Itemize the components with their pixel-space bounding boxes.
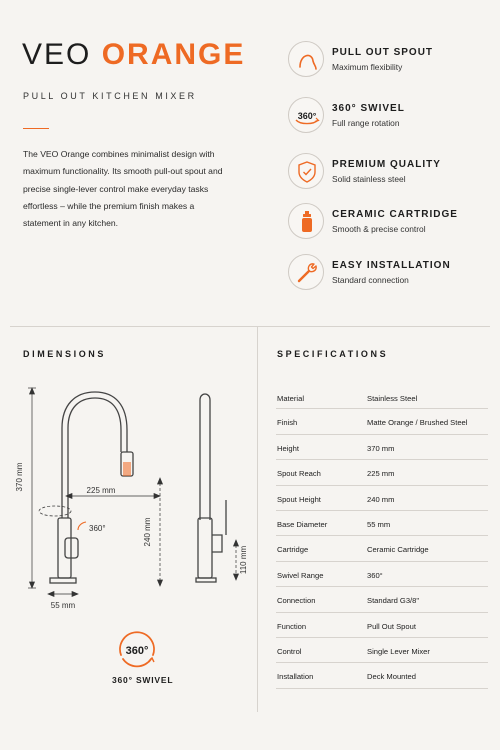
- table-row: [276, 613, 488, 638]
- spec-key: Installation: [277, 672, 314, 682]
- feature-subtitle: Maximum flexibility: [332, 62, 403, 72]
- swivel-icon-text: 360°: [297, 111, 317, 121]
- dimensions-heading: DIMENSIONS: [23, 349, 107, 359]
- table-row: [276, 409, 488, 434]
- product-subtitle: PULL OUT KITCHEN MIXER: [23, 91, 197, 101]
- spec-key: Finish: [277, 418, 298, 428]
- feature-subtitle: Full range rotation: [332, 118, 400, 128]
- table-row: [276, 384, 488, 409]
- spec-key: Swivel Range: [277, 570, 324, 580]
- section-divider: [10, 326, 490, 327]
- table-row: [276, 536, 488, 561]
- spec-key: Cartridge: [277, 545, 309, 555]
- spec-key: Spout Height: [277, 494, 321, 504]
- title-main: VEO: [22, 38, 92, 71]
- spec-value: Single Lever Mixer: [367, 646, 430, 656]
- table-row: [276, 511, 488, 536]
- spec-key: Base Diameter: [277, 519, 328, 529]
- reach-dimension-label: 225 mm: [86, 486, 116, 495]
- spec-value: Deck Mounted: [367, 672, 416, 682]
- faucet-side-view: [196, 394, 226, 582]
- product-title: [22, 40, 245, 70]
- specifications-heading: SPECIFICATIONS: [277, 349, 389, 359]
- spec-key: Spout Reach: [277, 469, 321, 479]
- table-row: [276, 562, 488, 587]
- swivel-360-icon: [288, 97, 324, 133]
- feature-premium-quality: [288, 153, 488, 193]
- spec-value: 360°: [367, 570, 383, 580]
- spec-key: Control: [277, 646, 302, 656]
- cartridge-icon: [288, 203, 324, 239]
- spec-value: Pull Out Spout: [367, 621, 416, 631]
- spec-value: Stainless Steel: [367, 394, 418, 403]
- spec-value: 55 mm: [367, 519, 391, 529]
- spec-key: Material: [277, 394, 305, 403]
- feature-360-swivel: [288, 97, 488, 137]
- accent-rule: [23, 128, 49, 129]
- height-dimension-label: 370 mm: [15, 462, 24, 492]
- swivel-angle-label: 360°: [89, 524, 106, 533]
- swivel-360-badge-icon: [113, 627, 161, 675]
- table-row: [276, 435, 488, 460]
- feature-subtitle: Solid stainless steel: [332, 174, 406, 184]
- spec-value: 370 mm: [367, 443, 395, 453]
- product-description: The VEO Orange combines minimalist design with maximum functionality. Its smooth pull-out spout and precise single-lever control make everyday tasks effortless – while the premium finish makes a statement in any kitchen.: [23, 149, 223, 229]
- spec-value: Standard G3/8": [367, 596, 420, 606]
- spec-value: Ceramic Cartridge: [367, 545, 429, 555]
- base-dimension-label: 55 mm: [50, 601, 76, 610]
- table-row: [276, 638, 488, 663]
- side-height-label: 110 mm: [239, 545, 248, 575]
- feature-subtitle: Standard connection: [332, 275, 409, 285]
- table-row: [276, 663, 488, 688]
- spec-value: 240 mm: [367, 494, 395, 504]
- spec-value: Matte Orange / Brushed Steel: [367, 418, 468, 428]
- feature-title: EASY INSTALLATION: [332, 260, 451, 271]
- spec-key: Connection: [277, 596, 316, 606]
- feature-ceramic-cartridge: [288, 203, 488, 243]
- specifications-table: [276, 384, 488, 689]
- swivel-badge-caption: 360° SWIVEL: [112, 675, 174, 685]
- title-accent: ORANGE: [101, 38, 246, 71]
- table-row: [276, 460, 488, 485]
- feature-subtitle: Smooth & precise control: [332, 224, 426, 234]
- spec-value: 225 mm: [367, 469, 395, 479]
- table-row: [276, 486, 488, 511]
- feature-pull-out-spout: [288, 41, 488, 81]
- spout-icon: [288, 41, 324, 77]
- feature-title: PULL OUT SPOUT: [332, 47, 434, 58]
- feature-title: CERAMIC CARTRIDGE: [332, 209, 458, 220]
- dimensions-diagram: [0, 370, 257, 620]
- feature-title: PREMIUM QUALITY: [332, 159, 441, 170]
- feature-title: 360° SWIVEL: [332, 103, 405, 114]
- feature-easy-installation: [288, 254, 488, 294]
- spec-key: Height: [277, 443, 299, 453]
- wrench-icon: [288, 254, 324, 290]
- column-divider: [257, 327, 258, 712]
- table-row: [276, 587, 488, 612]
- swivel-badge-text: 360°: [125, 645, 149, 657]
- spec-key: Function: [277, 621, 307, 631]
- shield-check-icon: [288, 153, 324, 189]
- spout-height-label: 240 mm: [143, 517, 152, 547]
